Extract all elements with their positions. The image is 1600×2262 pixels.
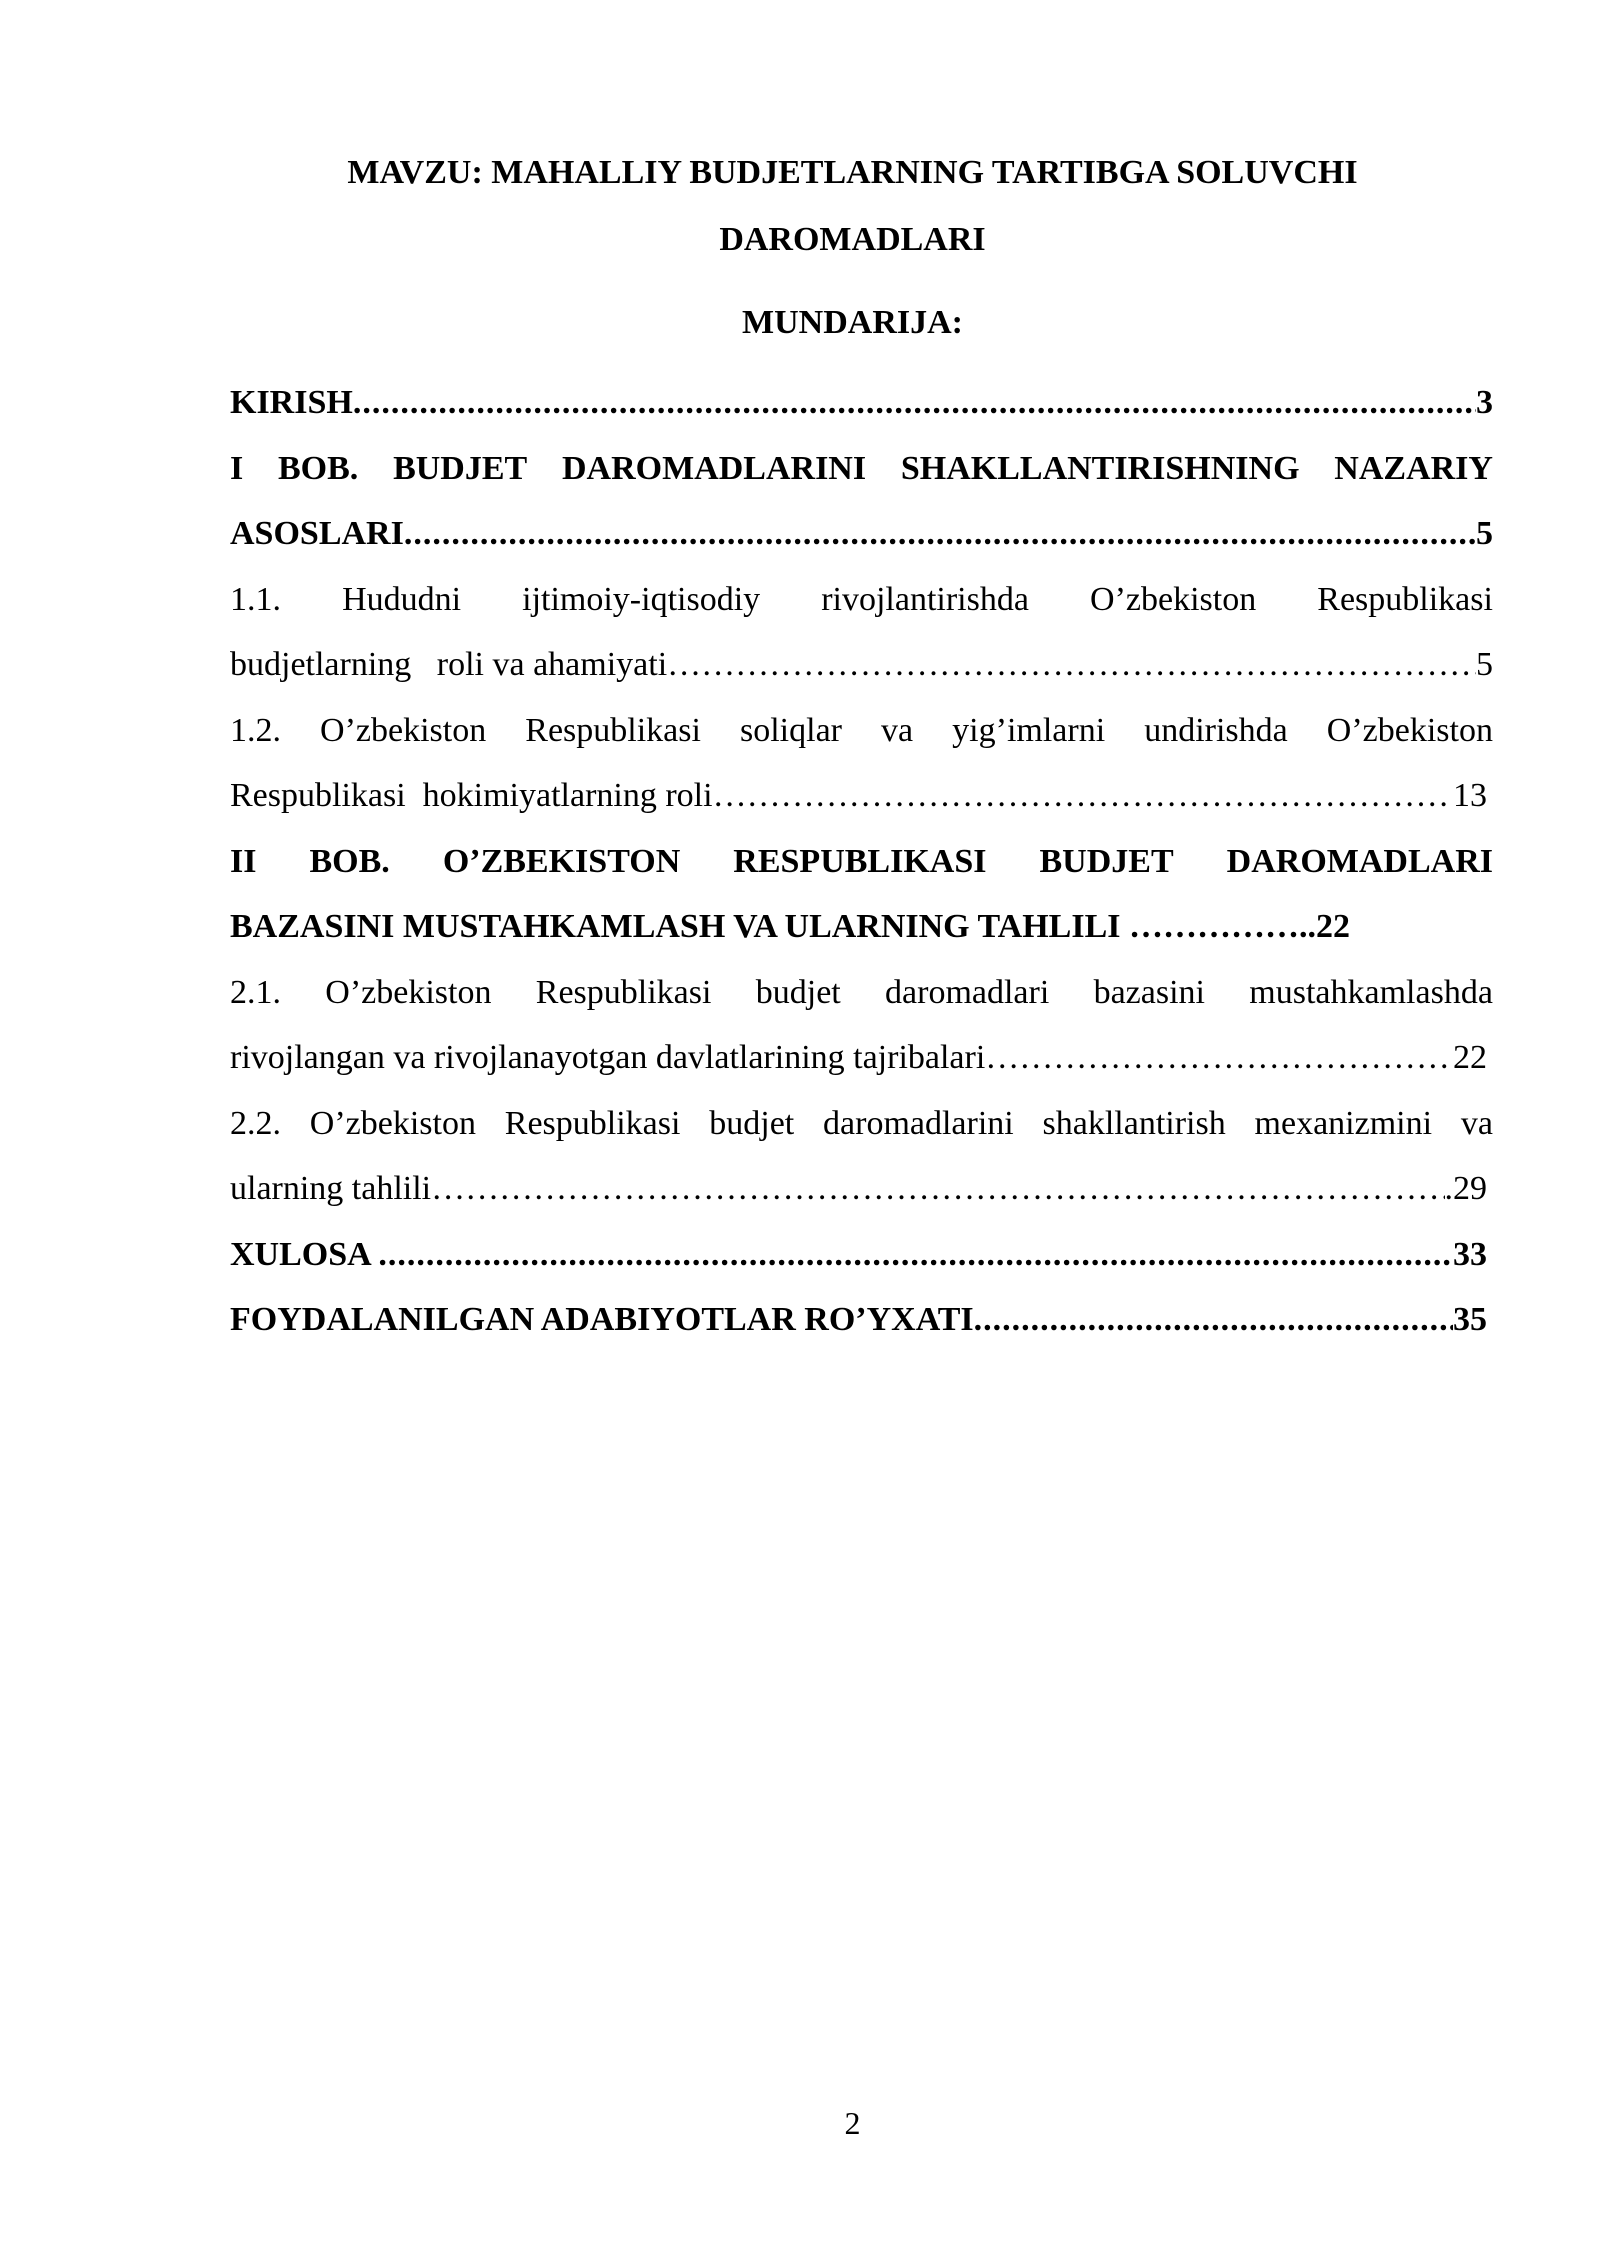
toc-entry-section-2-1-line1[interactable] (230, 968, 1493, 1034)
table-of-contents (230, 378, 1493, 1361)
toc-page-number: 35 (1453, 1301, 1487, 1338)
toc-word: O’ZBEKISTON (442, 842, 681, 880)
topic-title-line-1: MAVZU: MAHALLIY BUDJETLARNING TARTIBGA SOLUVCHI (347, 154, 1358, 191)
toc-word: O’zbekiston (1326, 711, 1493, 749)
toc-leader-dots (713, 771, 1453, 821)
toc-word: O’zbekiston (309, 1104, 476, 1142)
toc-entry-section-1-1-line2[interactable] (230, 640, 1493, 706)
toc-entry-chapter1-line1[interactable] (230, 444, 1493, 510)
toc-word: daromadlarini (823, 1104, 1014, 1142)
toc-word: Hududni (342, 580, 462, 618)
toc-entry-text: budjetlarning roli va ahamiyati (230, 646, 668, 683)
toc-entry-text: FOYDALANILGAN ADABIYOTLAR RO’YXATI (230, 1301, 974, 1338)
toc-entry-section-2-1-line2[interactable] (230, 1033, 1493, 1099)
toc-word: BUDJET (393, 449, 528, 487)
toc-entry-section-2-2-line2[interactable] (230, 1164, 1493, 1230)
toc-page-number: 33 (1453, 1235, 1487, 1273)
toc-entry-text: ASOSLARI (230, 515, 404, 552)
toc-word: rivojlantirishda (821, 580, 1029, 618)
toc-entry-section-1-2-line2[interactable] (230, 771, 1493, 837)
toc-word: mustahkamlashda (1249, 973, 1493, 1011)
toc-leader-dots (974, 1295, 1453, 1345)
toc-word: Respublikasi (1317, 580, 1493, 618)
toc-word: NAZARIY (1334, 449, 1493, 487)
toc-word: RESPUBLIKASI (733, 842, 987, 880)
toc-word: 2.1. (230, 973, 281, 1011)
toc-word: budjet (755, 973, 841, 1011)
toc-word: mexanizmini (1254, 1104, 1433, 1142)
toc-word: va (1460, 1104, 1493, 1142)
page-number: 2 (844, 2105, 861, 2141)
toc-word: bazasini (1093, 973, 1205, 1011)
toc-word: BUDJET (1039, 842, 1174, 880)
toc-word: Respublikasi (535, 973, 712, 1011)
toc-page-number: 22 (1316, 908, 1350, 945)
toc-page-number: 3 (1476, 384, 1493, 421)
toc-word: Respublikasi (525, 711, 701, 749)
toc-entry-section-2-2-line1[interactable] (230, 1099, 1493, 1165)
toc-leader-dots (985, 1033, 1453, 1083)
toc-word: BOB. (278, 449, 359, 487)
toc-entry-chapter2-line1[interactable] (230, 837, 1493, 903)
toc-word: va (881, 711, 914, 749)
toc-leader-dots (353, 378, 1476, 428)
toc-entry-intro[interactable] (230, 378, 1493, 444)
toc-word: DAROMADLARINI (561, 449, 867, 487)
toc-entry-text: XULOSA (230, 1235, 379, 1273)
toc-leader-dots (378, 1230, 1453, 1280)
toc-word: undirishda (1144, 711, 1288, 749)
toc-entry-section-1-1-line1[interactable] (230, 575, 1493, 641)
toc-word: DAROMADLARI (1226, 842, 1493, 880)
toc-word: 1.1. (230, 580, 281, 618)
toc-entry-text: rivojlangan va rivojlanayotgan davlatlarining tajribalari (230, 1039, 986, 1076)
toc-page-number: 5 (1476, 515, 1493, 552)
toc-entry-text: BAZASINI MUSTAHKAMLASH VA ULARNING TAHLILI …………….. (230, 908, 1316, 945)
toc-word: yig’imlarni (952, 711, 1106, 749)
toc-word: O’zbekiston (1090, 580, 1257, 618)
toc-entry-text: Respublikasi hokimiyatlarning roli (230, 777, 713, 814)
toc-leader-dots (667, 640, 1476, 690)
toc-entry-text: KIRISH (230, 384, 353, 421)
toc-word: ijtimoiy-iqtisodiy (522, 580, 761, 618)
toc-word: budjet (709, 1104, 795, 1142)
toc-word: II (230, 842, 257, 880)
toc-word: O’zbekiston (320, 711, 487, 749)
toc-page-number: 22 (1453, 1039, 1487, 1076)
contents-heading: MUNDARIJA: (742, 304, 963, 341)
toc-leader-dots (404, 509, 1476, 559)
toc-leader-dots (431, 1164, 1444, 1214)
toc-word: 2.2. (230, 1104, 281, 1142)
toc-word: SHAKLLANTIRISHNING (900, 449, 1300, 487)
toc-page-number: .29 (1444, 1170, 1487, 1207)
toc-entry-conclusion[interactable] (230, 1230, 1493, 1296)
toc-word: O’zbekiston (325, 973, 492, 1011)
toc-word: shakllantirish (1042, 1104, 1226, 1142)
toc-word: daromadlari (885, 973, 1050, 1011)
topic-title-line-2: DAROMADLARI (719, 221, 986, 258)
toc-word: I (230, 449, 244, 487)
toc-page-number: 13 (1453, 777, 1487, 814)
toc-entry-chapter2-line2[interactable] (230, 902, 1493, 968)
toc-word: soliqlar (740, 711, 842, 749)
toc-word: Respublikasi (504, 1104, 681, 1142)
toc-page-number: 5 (1476, 646, 1493, 683)
toc-entry-references[interactable] (230, 1295, 1493, 1361)
toc-entry-chapter1-line2[interactable] (230, 509, 1493, 575)
toc-word: BOB. (309, 842, 390, 880)
toc-entry-section-1-2-line1[interactable] (230, 706, 1493, 772)
toc-word: 1.2. (230, 711, 281, 749)
toc-entry-text: ularning tahlili (230, 1170, 432, 1207)
